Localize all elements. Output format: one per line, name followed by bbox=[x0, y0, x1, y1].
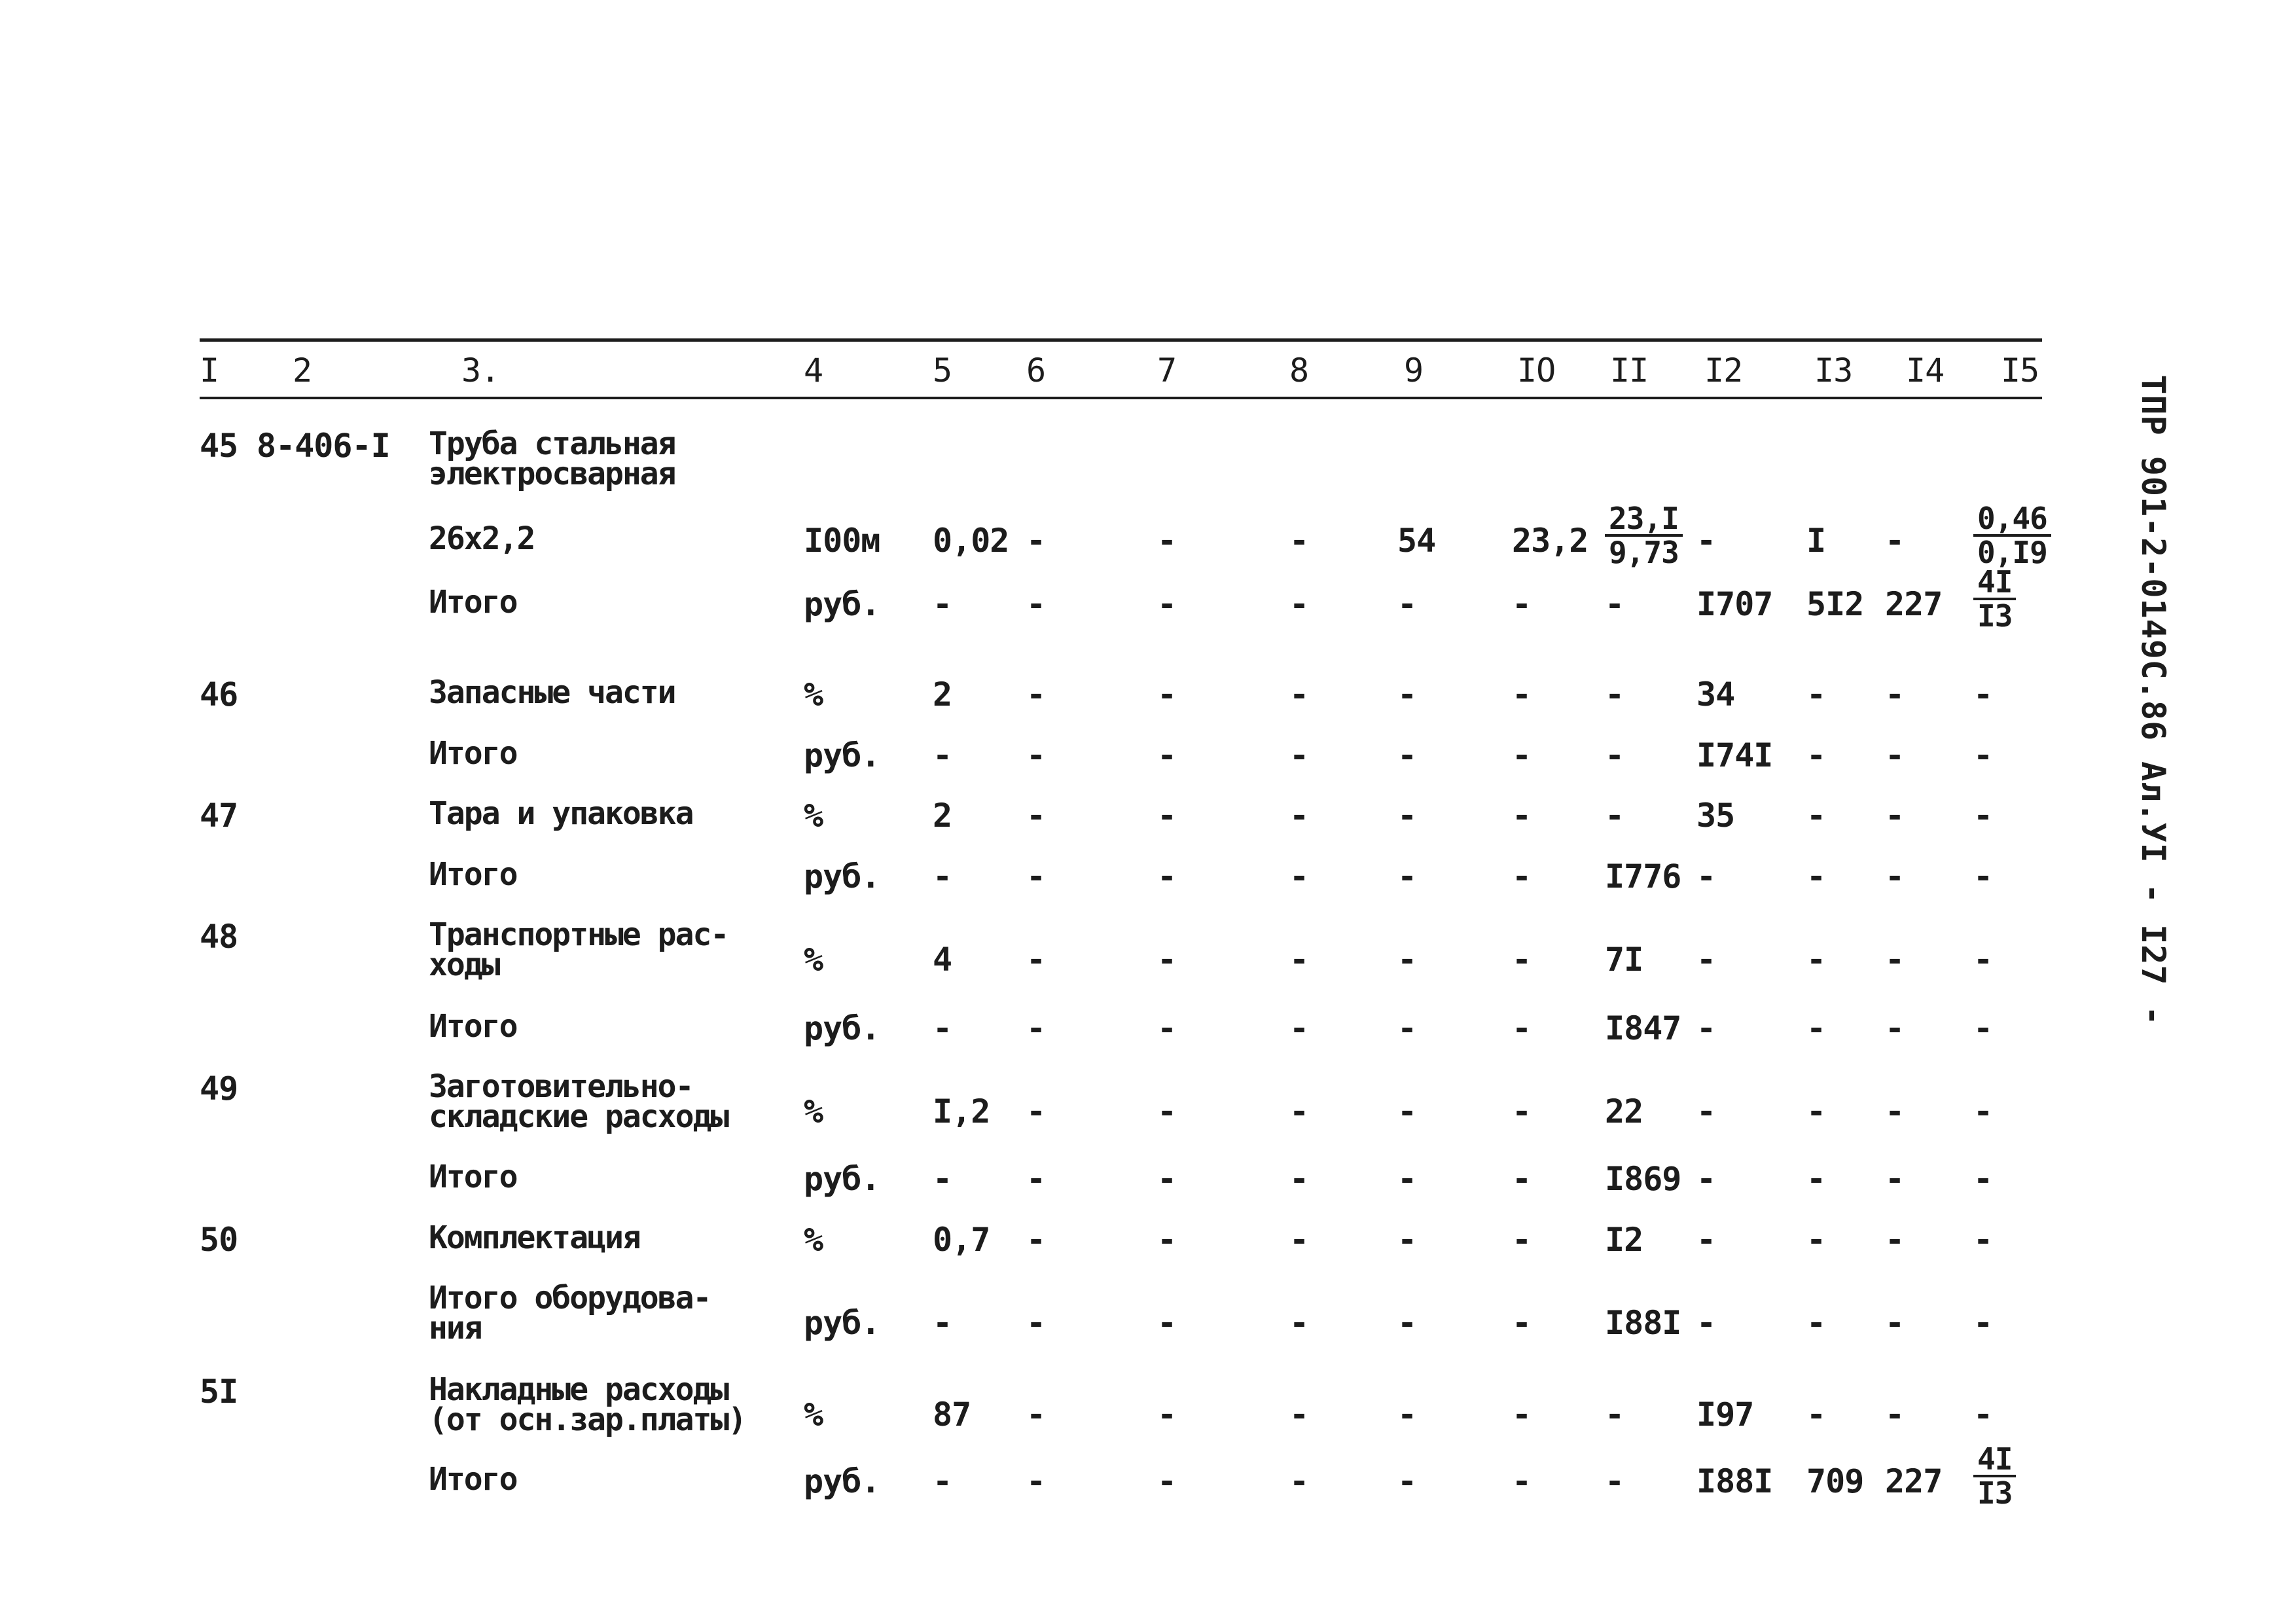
value-cell-9: - bbox=[1397, 1396, 1417, 1434]
value-cell-15: - bbox=[1973, 941, 1993, 979]
value-cell-11: - bbox=[1605, 736, 1624, 774]
value-cell-9: 54 bbox=[1397, 522, 1436, 560]
fraction-numerator: 23,I bbox=[1605, 504, 1683, 537]
item-name-line: (от осн.зар.платы) bbox=[429, 1401, 746, 1438]
value-cell-11: - bbox=[1605, 1462, 1624, 1500]
value-cell-5: - bbox=[933, 1462, 952, 1500]
value-cell-11: I776 bbox=[1605, 857, 1681, 895]
row-number: 48 bbox=[200, 918, 238, 956]
value-cell-5: - bbox=[933, 1009, 952, 1047]
value-cell-11: I88I bbox=[1605, 1304, 1681, 1342]
value-cell-13: - bbox=[1806, 797, 1826, 835]
value-cell-5: 4 bbox=[933, 941, 952, 979]
value-cell-7: - bbox=[1157, 522, 1177, 560]
value-cell-14: - bbox=[1885, 1304, 1905, 1342]
value-cell-8: - bbox=[1289, 676, 1309, 713]
value-cell-5: - bbox=[933, 585, 952, 623]
unit-cell: % bbox=[804, 1221, 823, 1259]
value-cell-6: - bbox=[1026, 585, 1046, 623]
value-cell-14: - bbox=[1885, 1092, 1905, 1130]
value-cell-14: - bbox=[1885, 797, 1905, 835]
value-cell-5: - bbox=[933, 1160, 952, 1198]
value-cell-8: - bbox=[1289, 857, 1309, 895]
unit-cell: % bbox=[804, 676, 823, 713]
value-cell-12: 35 bbox=[1696, 797, 1735, 835]
value-cell-13: - bbox=[1806, 676, 1826, 713]
value-cell-15: - bbox=[1973, 1092, 1993, 1130]
value-cell-6: - bbox=[1026, 1221, 1046, 1259]
value-cell-8: - bbox=[1289, 1396, 1309, 1434]
item-name-line: Накладные расходы bbox=[429, 1371, 728, 1408]
value-cell-6: - bbox=[1026, 1092, 1046, 1130]
value-cell-12: I97 bbox=[1696, 1396, 1754, 1434]
value-cell-10: - bbox=[1512, 585, 1532, 623]
value-cell-8: - bbox=[1289, 1221, 1309, 1259]
col-header-1: I bbox=[200, 352, 219, 389]
value-cell-11: - bbox=[1605, 797, 1624, 835]
unit-cell: руб. bbox=[804, 1462, 880, 1500]
unit-cell: % bbox=[804, 1396, 823, 1434]
col-header-5: 5 bbox=[933, 352, 952, 389]
value-cell-8: - bbox=[1289, 1160, 1309, 1198]
price-code: 8-406-I bbox=[257, 427, 390, 465]
col-header-6: 6 bbox=[1026, 352, 1046, 389]
item-name-line: Тара и упаковка bbox=[429, 795, 693, 832]
value-cell-11: I869 bbox=[1605, 1160, 1681, 1198]
value-cell-5: 0,7 bbox=[933, 1221, 990, 1259]
value-cell-9: - bbox=[1397, 1092, 1417, 1130]
value-cell-15: - bbox=[1973, 1160, 1993, 1198]
fraction-denominator: 0,I9 bbox=[1977, 535, 2047, 570]
value-cell-9: - bbox=[1397, 857, 1417, 895]
value-cell-8: - bbox=[1289, 1462, 1309, 1500]
value-cell-11: 22 bbox=[1605, 1092, 1643, 1130]
fraction-denominator: I3 bbox=[1977, 1475, 2013, 1511]
item-name-line: Труба стальная bbox=[429, 425, 675, 462]
value-cell-5: I,2 bbox=[933, 1092, 990, 1130]
fraction-denominator: I3 bbox=[1977, 598, 2013, 634]
value-cell-9: - bbox=[1397, 736, 1417, 774]
value-cell-11: 7I bbox=[1605, 941, 1643, 979]
value-cell-6: - bbox=[1026, 522, 1046, 560]
value-cell-13: - bbox=[1806, 1304, 1826, 1342]
value-cell-8: - bbox=[1289, 797, 1309, 835]
item-name-line: Комплектация bbox=[429, 1219, 640, 1256]
sheet-stamp-text: ТПР 901-2-0149С.86 Ал.УІ - I27 - bbox=[2134, 374, 2172, 1026]
unit-cell: % bbox=[804, 1092, 823, 1130]
value-cell-7: - bbox=[1157, 1396, 1177, 1434]
table-top-rule bbox=[200, 338, 2042, 342]
unit-cell: руб. bbox=[804, 585, 880, 623]
value-cell-15: - bbox=[1973, 1304, 1993, 1342]
item-name-line: Итого bbox=[429, 584, 517, 621]
value-cell-9: - bbox=[1397, 1221, 1417, 1259]
row-number: 47 bbox=[200, 797, 238, 835]
value-cell-5: 2 bbox=[933, 797, 952, 835]
value-cell-7: - bbox=[1157, 857, 1177, 895]
value-cell-9: - bbox=[1397, 941, 1417, 979]
col-header-11: II bbox=[1610, 352, 1649, 389]
value-cell-5: - bbox=[933, 736, 952, 774]
value-cell-14: - bbox=[1885, 1160, 1905, 1198]
fraction-numerator: 4I bbox=[1973, 1445, 2016, 1477]
value-cell-10: - bbox=[1512, 1304, 1532, 1342]
value-cell-6: - bbox=[1026, 736, 1046, 774]
value-cell-8: - bbox=[1289, 1009, 1309, 1047]
value-cell-13: - bbox=[1806, 1009, 1826, 1047]
item-name-line: Заготовительно- bbox=[429, 1068, 693, 1105]
col-header-4: 4 bbox=[804, 352, 823, 389]
value-cell-10: - bbox=[1512, 857, 1532, 895]
value-cell-6: - bbox=[1026, 1304, 1046, 1342]
value-cell-11: I2 bbox=[1605, 1221, 1643, 1259]
value-cell-12: - bbox=[1696, 1160, 1716, 1198]
col-header-15: I5 bbox=[2001, 352, 2039, 389]
unit-cell: % bbox=[804, 941, 823, 979]
value-cell-13: - bbox=[1806, 1221, 1826, 1259]
value-cell-15: - bbox=[1973, 1009, 1993, 1047]
col-header-3: 3. bbox=[461, 352, 500, 389]
value-cell-12: - bbox=[1696, 1092, 1716, 1130]
item-name-line: ния bbox=[429, 1310, 482, 1346]
col-header-14: I4 bbox=[1906, 352, 1945, 389]
value-cell-10: - bbox=[1512, 941, 1532, 979]
table-header-rule bbox=[200, 397, 2042, 399]
value-cell-5: 0,02 bbox=[933, 522, 1009, 560]
value-cell-15: - bbox=[1973, 1396, 1993, 1434]
value-cell-7: - bbox=[1157, 1221, 1177, 1259]
item-name-line: Запасные части bbox=[429, 674, 675, 711]
value-cell-13: - bbox=[1806, 736, 1826, 774]
sheet-stamp bbox=[2121, 340, 2186, 1060]
value-cell-9: - bbox=[1397, 1160, 1417, 1198]
value-cell-10: - bbox=[1512, 736, 1532, 774]
item-name-line: Итого bbox=[429, 1008, 517, 1045]
fraction-denominator: 9,73 bbox=[1609, 535, 1679, 570]
value-cell-5: 2 bbox=[933, 676, 952, 713]
value-cell-11: I847 bbox=[1605, 1009, 1681, 1047]
item-name-line: электросварная bbox=[429, 456, 675, 492]
value-cell-13: - bbox=[1806, 1160, 1826, 1198]
item-name-line: Итого bbox=[429, 1159, 517, 1195]
value-cell-14: - bbox=[1885, 736, 1905, 774]
value-cell-10: - bbox=[1512, 676, 1532, 713]
value-cell-14: 227 bbox=[1885, 1462, 1943, 1500]
value-cell-14: - bbox=[1885, 941, 1905, 979]
unit-cell: руб. bbox=[804, 1304, 880, 1342]
value-cell-8: - bbox=[1289, 585, 1309, 623]
value-cell-7: - bbox=[1157, 941, 1177, 979]
value-cell-10: - bbox=[1512, 1221, 1532, 1259]
value-cell-13: 709 bbox=[1806, 1462, 1864, 1500]
value-cell-13: I bbox=[1806, 522, 1826, 560]
item-name-line: ходы bbox=[429, 947, 499, 983]
value-cell-10: - bbox=[1512, 1009, 1532, 1047]
value-cell-6: - bbox=[1026, 1160, 1046, 1198]
value-cell-10: - bbox=[1512, 797, 1532, 835]
value-cell-6: - bbox=[1026, 941, 1046, 979]
value-cell-7: - bbox=[1157, 736, 1177, 774]
value-cell-12: - bbox=[1696, 1221, 1716, 1259]
item-name-line: Итого оборудова- bbox=[429, 1280, 711, 1316]
fraction-value-11 bbox=[1605, 501, 1683, 570]
value-cell-13: 5I2 bbox=[1806, 585, 1864, 623]
value-cell-6: - bbox=[1026, 1462, 1046, 1500]
value-cell-15: - bbox=[1973, 857, 1993, 895]
value-cell-14: - bbox=[1885, 522, 1905, 560]
fraction-value-15 bbox=[1973, 501, 2051, 570]
unit-cell: руб. bbox=[804, 736, 880, 774]
value-cell-14: - bbox=[1885, 857, 1905, 895]
value-cell-5: - bbox=[933, 1304, 952, 1342]
value-cell-11: - bbox=[1605, 1396, 1624, 1434]
item-name-line: Итого bbox=[429, 735, 517, 772]
value-cell-15: - bbox=[1973, 1221, 1993, 1259]
value-cell-10: - bbox=[1512, 1092, 1532, 1130]
value-cell-7: - bbox=[1157, 1304, 1177, 1342]
value-cell-12: I707 bbox=[1696, 585, 1773, 623]
value-cell-14: - bbox=[1885, 1009, 1905, 1047]
value-cell-7: - bbox=[1157, 797, 1177, 835]
row-number: 50 bbox=[200, 1221, 238, 1259]
value-cell-9: - bbox=[1397, 1009, 1417, 1047]
value-cell-10: 23,2 bbox=[1512, 522, 1588, 560]
value-cell-6: - bbox=[1026, 1009, 1046, 1047]
value-cell-8: - bbox=[1289, 1092, 1309, 1130]
value-cell-7: - bbox=[1157, 1092, 1177, 1130]
value-cell-14: - bbox=[1885, 676, 1905, 713]
value-cell-14: - bbox=[1885, 1221, 1905, 1259]
value-cell-8: - bbox=[1289, 522, 1309, 560]
value-cell-13: - bbox=[1806, 1396, 1826, 1434]
value-cell-10: - bbox=[1512, 1160, 1532, 1198]
col-header-7: 7 bbox=[1157, 352, 1177, 389]
col-header-8: 8 bbox=[1289, 352, 1309, 389]
value-cell-6: - bbox=[1026, 1396, 1046, 1434]
row-number: 46 bbox=[200, 676, 238, 713]
fraction-value-15 bbox=[1973, 564, 2016, 634]
value-cell-14: 227 bbox=[1885, 585, 1943, 623]
row-number: 5I bbox=[200, 1373, 238, 1411]
value-cell-12: - bbox=[1696, 857, 1716, 895]
value-cell-10: - bbox=[1512, 1396, 1532, 1434]
unit-cell: руб. bbox=[804, 1009, 880, 1047]
unit-cell: I00м bbox=[804, 522, 880, 560]
value-cell-6: - bbox=[1026, 797, 1046, 835]
value-cell-12: - bbox=[1696, 1009, 1716, 1047]
value-cell-7: - bbox=[1157, 585, 1177, 623]
item-name-line: Транспортные рас- bbox=[429, 916, 728, 953]
value-cell-12: I74I bbox=[1696, 736, 1773, 774]
value-cell-9: - bbox=[1397, 797, 1417, 835]
value-cell-9: - bbox=[1397, 1462, 1417, 1500]
col-header-10: IO bbox=[1517, 352, 1556, 389]
value-cell-13: - bbox=[1806, 1092, 1826, 1130]
value-cell-12: - bbox=[1696, 941, 1716, 979]
value-cell-12: I88I bbox=[1696, 1462, 1773, 1500]
value-cell-12: - bbox=[1696, 522, 1716, 560]
fraction-numerator: 4I bbox=[1973, 568, 2016, 600]
fraction-numerator: 0,46 bbox=[1973, 504, 2051, 537]
value-cell-11: - bbox=[1605, 676, 1624, 713]
value-cell-15: - bbox=[1973, 797, 1993, 835]
value-cell-14: - bbox=[1885, 1396, 1905, 1434]
col-header-12: I2 bbox=[1704, 352, 1743, 389]
item-name-line: складские расходы bbox=[429, 1098, 728, 1135]
fraction-value-15 bbox=[1973, 1441, 2016, 1511]
value-cell-5: - bbox=[933, 857, 952, 895]
unit-cell: % bbox=[804, 797, 823, 835]
value-cell-6: - bbox=[1026, 676, 1046, 713]
row-number: 49 bbox=[200, 1070, 238, 1108]
value-cell-13: - bbox=[1806, 941, 1826, 979]
value-cell-6: - bbox=[1026, 857, 1046, 895]
value-cell-15: - bbox=[1973, 736, 1993, 774]
value-cell-8: - bbox=[1289, 736, 1309, 774]
value-cell-10: - bbox=[1512, 1462, 1532, 1500]
value-cell-12: - bbox=[1696, 1304, 1716, 1342]
value-cell-15: - bbox=[1973, 676, 1993, 713]
value-cell-7: - bbox=[1157, 1160, 1177, 1198]
row-number: 45 bbox=[200, 427, 238, 465]
value-cell-7: - bbox=[1157, 1009, 1177, 1047]
unit-cell: руб. bbox=[804, 857, 880, 895]
value-cell-9: - bbox=[1397, 585, 1417, 623]
item-name-line: 26х2,2 bbox=[429, 520, 535, 557]
value-cell-8: - bbox=[1289, 1304, 1309, 1342]
item-name-line: Итого bbox=[429, 1461, 517, 1498]
col-header-13: I3 bbox=[1814, 352, 1853, 389]
value-cell-12: 34 bbox=[1696, 676, 1735, 713]
col-header-2: 2 bbox=[293, 352, 312, 389]
value-cell-9: - bbox=[1397, 1304, 1417, 1342]
value-cell-7: - bbox=[1157, 676, 1177, 713]
unit-cell: руб. bbox=[804, 1160, 880, 1198]
value-cell-5: 87 bbox=[933, 1396, 971, 1434]
value-cell-11: - bbox=[1605, 585, 1624, 623]
value-cell-8: - bbox=[1289, 941, 1309, 979]
value-cell-13: - bbox=[1806, 857, 1826, 895]
value-cell-9: - bbox=[1397, 676, 1417, 713]
value-cell-7: - bbox=[1157, 1462, 1177, 1500]
col-header-9: 9 bbox=[1404, 352, 1424, 389]
item-name-line: Итого bbox=[429, 856, 517, 893]
